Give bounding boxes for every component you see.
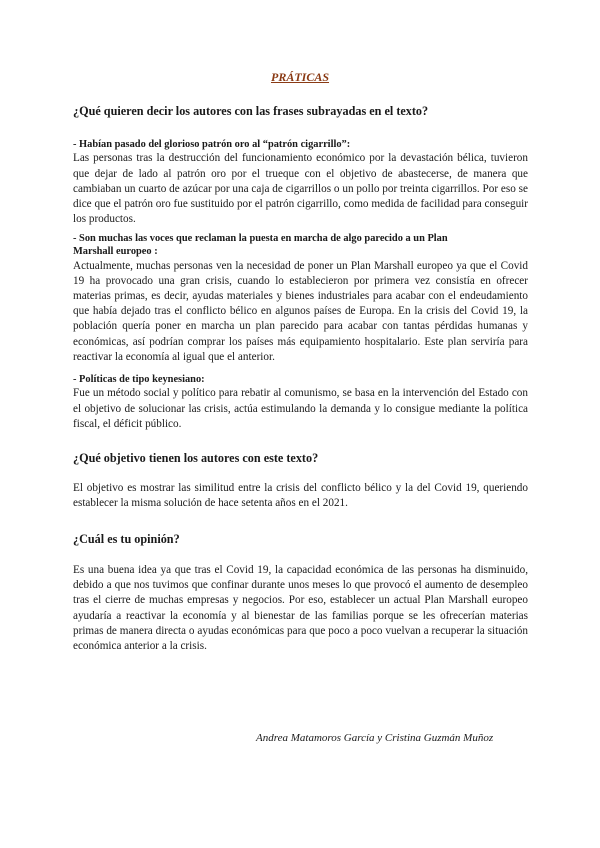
answer-3-text: Es una buena idea ya que tras el Covid 19, la capacidad económica de las personas ha disminuido, debido a que nos tuvimos que confinar durante unos meses lo que provocó el aumento de desempleo tras el cierre de muchas empresas y negocios. Por eso, establecer un actual Plan Marshall europeo ayudaría a reactivar la economía y al bienestar de las familias porque se les ofrecerían materias primas de manera directa o ayudas económicas para que poco a poco vuelvan a recuperar la situación económica anterior a la crisis. (73, 564, 528, 653)
question-3-heading: ¿Cuál es tu opinión? (73, 532, 180, 546)
question-2 (73, 451, 528, 466)
page-title: PRÁTICAS (270, 70, 330, 84)
section-keynesiano (73, 373, 528, 432)
question-1 (73, 104, 528, 119)
answer-2 (73, 481, 528, 511)
question-3 (73, 532, 528, 547)
question-1-heading: ¿Qué quieren decir los autores con las frases subrayadas en el texto? (73, 104, 429, 118)
section-1-text: Las personas tras la destrucción del funcionamiento económico por la devastación bélica, tuvieron que dejar de lado al patrón oro por el trueque con el objetivo de abastecerse, de manera que cambiaban un cuarto de azúcar por una caja de cigarrillos o un pollo por treinta cigarrillos. Por eso se dice que el patrón oro fue sustituido por el patrón cigarrillo, como medida de facilidad para conseguir los productos. (73, 152, 528, 226)
answer-3 (73, 563, 528, 654)
section-patron-cigarrillo (73, 138, 528, 227)
section-2-label: - Son muchas las voces que reclaman la puesta en marcha de algo parecido a un Plan Marshall europeo : (73, 233, 448, 258)
section-plan-marshall (73, 232, 528, 365)
signature: Andrea Matamoros García y Cristina Guzmán Muñoz (256, 732, 494, 744)
answer-2-text: El objetivo es mostrar las similitud entre la crisis del conflicto bélico y la del Covid 19, queriendo establecer la misma solución de hace setenta años en el 2021. (73, 482, 528, 510)
section-1-label: - Habían pasado del glorioso patrón oro al “patrón cigarrillo”: (73, 139, 351, 150)
question-2-heading: ¿Qué objetivo tienen los autores con este texto? (73, 451, 319, 465)
section-2-text: Actualmente, muchas personas ven la necesidad de poner un Plan Marshall europeo ya que el Covid 19 ha provocado una gran crisis, cuando lo establecieron por primera vez consistía en ofrecer materias primas, es decir, ayudas materiales y bienes industriales para acabar con el endeudamiento que había dejado tras el conflicto bélico en algunos países de Europa. En la crisis del Covid 19, la población quería poner en marcha un plan parecido para acabar con tantas pérdidas humanas y económicas, así podrían comprar los países más equipamiento hospitalario. Este plan serviría para reactivar la economía al igual que el anterior. (73, 259, 528, 363)
section-3-text: Fue un método social y político para rebatir al comunismo, se basa en la intervención del Estado con el objetivo de solucionar las crisis, actúa estimulando la demanda y lo consigue mediante la política fiscal, el déficit público. (73, 387, 528, 430)
section-3-label: - Políticas de tipo keynesiano: (73, 374, 205, 385)
